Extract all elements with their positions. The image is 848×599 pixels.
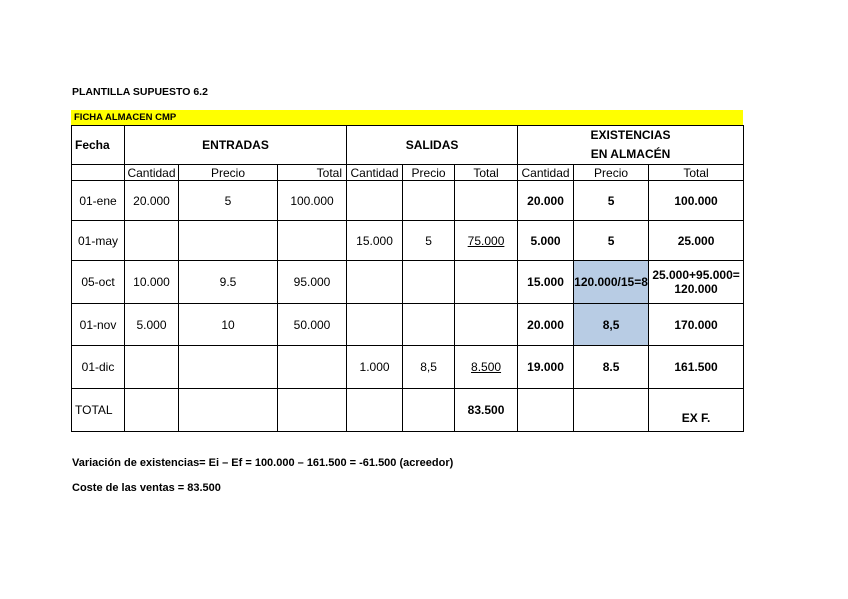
cell-sal-total (455, 261, 518, 304)
total-sal-total: 83.500 (455, 389, 518, 432)
cell-exi-precio: 120.000/15=8 (574, 261, 649, 304)
cell-ent-cantidad (125, 221, 179, 261)
cell-sal-cantidad (347, 304, 403, 346)
cell-exi-total: 161.500 (649, 346, 744, 389)
cell-ent-precio (179, 221, 278, 261)
cell-empty (278, 389, 347, 432)
cell-sal-total (455, 304, 518, 346)
page-title: PLANTILLA SUPUESTO 6.2 (72, 86, 208, 98)
cell-ent-precio (179, 346, 278, 389)
cell-ent-cantidad (125, 346, 179, 389)
header-fecha: Fecha (72, 126, 125, 165)
table-row (72, 261, 744, 304)
cell-exi-precio: 8,5 (574, 304, 649, 346)
header-row-main (72, 126, 744, 165)
cell-exi-total: 25.000+95.000=120.000 (649, 261, 744, 304)
header-sal-cantidad: Cantidad (347, 165, 403, 181)
cell-fecha: 01-nov (72, 304, 125, 346)
cell-ent-precio: 5 (179, 181, 278, 221)
cell-exi-total: 170.000 (649, 304, 744, 346)
cell-ent-cantidad: 20.000 (125, 181, 179, 221)
cell-exi-cantidad: 20.000 (518, 181, 574, 221)
note-variacion: Variación de existencias= Ei – Ef = 100.000 – 161.500 = -61.500 (acreedor) (72, 457, 454, 469)
cell-ent-precio: 10 (179, 304, 278, 346)
header-exi-precio: Precio (574, 165, 649, 181)
header-sal-precio: Precio (403, 165, 455, 181)
header-row-sub (72, 165, 744, 181)
note-coste: Coste de las ventas = 83.500 (72, 482, 221, 494)
cell-fecha: 01-dic (72, 346, 125, 389)
cell-empty (518, 389, 574, 432)
cell-exi-total: 100.000 (649, 181, 744, 221)
header-entradas: ENTRADAS (125, 126, 347, 165)
header-salidas: SALIDAS (347, 126, 518, 165)
table-row (72, 221, 744, 261)
cell-ent-total (278, 346, 347, 389)
cell-exi-precio: 5 (574, 221, 649, 261)
cell-exi-cantidad: 19.000 (518, 346, 574, 389)
header-ent-total: Total (278, 165, 347, 181)
cell-sal-precio: 8,5 (403, 346, 455, 389)
header-ent-precio: Precio (179, 165, 278, 181)
cell-sal-total: 8.500 (455, 346, 518, 389)
cell-sal-total: 75.000 (455, 221, 518, 261)
cell-exi-cantidad: 5.000 (518, 221, 574, 261)
cell-ent-cantidad: 5.000 (125, 304, 179, 346)
total-label: TOTAL (72, 389, 125, 432)
cell-sal-precio (403, 261, 455, 304)
cell-ent-total: 95.000 (278, 261, 347, 304)
header-existencias-line2: EN ALMACÉN (590, 147, 671, 161)
header-sal-total: Total (455, 165, 518, 181)
cell-exi-total: 25.000 (649, 221, 744, 261)
cell-sal-precio (403, 181, 455, 221)
cell-empty (347, 389, 403, 432)
cell-empty (403, 389, 455, 432)
cell-empty (125, 389, 179, 432)
header-exi-cantidad: Cantidad (518, 165, 574, 181)
cell-exi-cantidad: 15.000 (518, 261, 574, 304)
cell-fecha: 01-ene (72, 181, 125, 221)
cell-ent-cantidad: 10.000 (125, 261, 179, 304)
cell-sal-total (455, 181, 518, 221)
cell-exi-precio: 8.5 (574, 346, 649, 389)
table-row (72, 304, 744, 346)
header-existencias-line1: EXISTENCIAS (590, 128, 671, 142)
cell-empty (179, 389, 278, 432)
cell-sal-cantidad: 1.000 (347, 346, 403, 389)
cell-exi-precio: 5 (574, 181, 649, 221)
cell-sal-precio (403, 304, 455, 346)
cell-sal-precio: 5 (403, 221, 455, 261)
cell-ent-total: 100.000 (278, 181, 347, 221)
cell-ent-precio: 9.5 (179, 261, 278, 304)
total-row (72, 389, 744, 432)
header-existencias (518, 126, 744, 165)
cell-ent-total: 50.000 (278, 304, 347, 346)
header-exi-total: Total (649, 165, 744, 181)
ficha-banner: FICHA ALMACEN CMP (71, 110, 743, 125)
header-empty (72, 165, 125, 181)
cell-sal-cantidad (347, 181, 403, 221)
cell-fecha: 01-may (72, 221, 125, 261)
cell-empty (574, 389, 649, 432)
header-ent-cantidad: Cantidad (125, 165, 179, 181)
total-exi-label: EX F. (649, 389, 744, 432)
cell-sal-cantidad: 15.000 (347, 221, 403, 261)
ficha-almacen-table (71, 125, 744, 432)
table-row (72, 181, 744, 221)
cell-fecha: 05-oct (72, 261, 125, 304)
table-row (72, 346, 744, 389)
cell-sal-cantidad (347, 261, 403, 304)
cell-exi-cantidad: 20.000 (518, 304, 574, 346)
cell-ent-total (278, 221, 347, 261)
